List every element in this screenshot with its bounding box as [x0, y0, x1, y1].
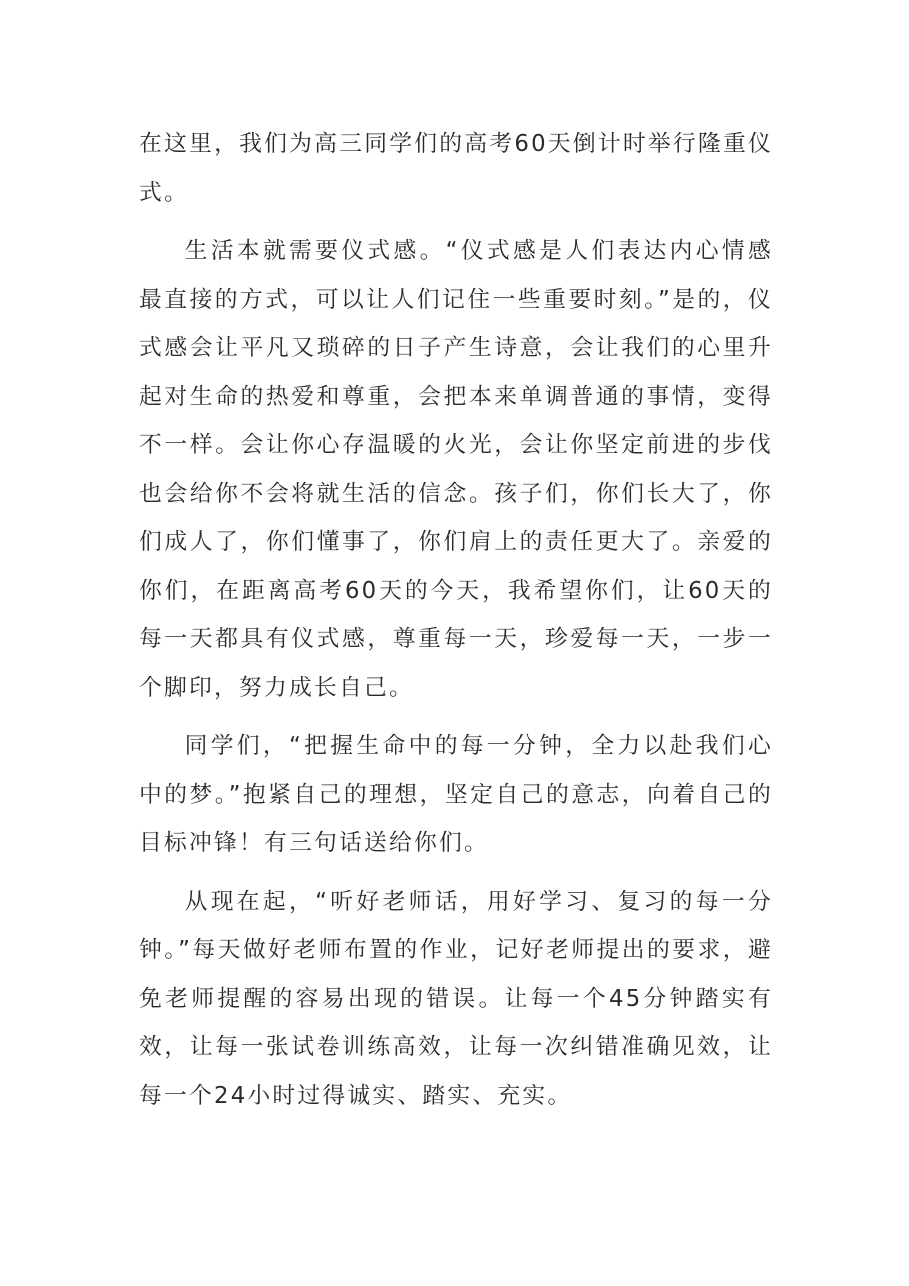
paragraph-3: 同学们，“把握生命中的每一分钟，全力以赴我们心中的梦。”抱紧自己的理想，坚定自己的意志，向着自己的目标冲锋！有三句话送给你们。: [139, 733, 773, 856]
paragraph-4: 从现在起，“听好老师话，用好学习、复习的每一分钟。”每天做好老师布置的作业，记好老师提出的要求，避免老师提醒的容易出现的错误。让每一个45分钟踏实有效，让每一张试卷训练高效，让每一次纠错准确见效，让每一个24小时过得诚实、踏实、充实。: [139, 888, 773, 1109]
paragraph-1: 在这里，我们为高三同学们的高考60天倒计时举行隆重仪式。: [139, 131, 773, 206]
document-body: [139, 120, 773, 1130]
paragraph-2: 生活本就需要仪式感。“仪式感是人们表达内心情感最直接的方式，可以让人们记住一些重要时刻。”是的，仪式感会让平凡又琐碎的日子产生诗意，会让我们的心里升起对生命的热爱和尊重，会把本来单调普通的事情，变得不一样。会让你心存温暖的火光，会让你坚定前进的步伐也会给你不会将就生活的信念。孩子们，你们长大了，你们成人了，你们懂事了，你们肩上的责任更大了。亲爱的你们，在距离高考60天的今天，我希望你们，让60天的每一天都具有仪式感，尊重每一天，珍爱每一天，一步一个脚印，努力成长自己。: [139, 238, 773, 701]
